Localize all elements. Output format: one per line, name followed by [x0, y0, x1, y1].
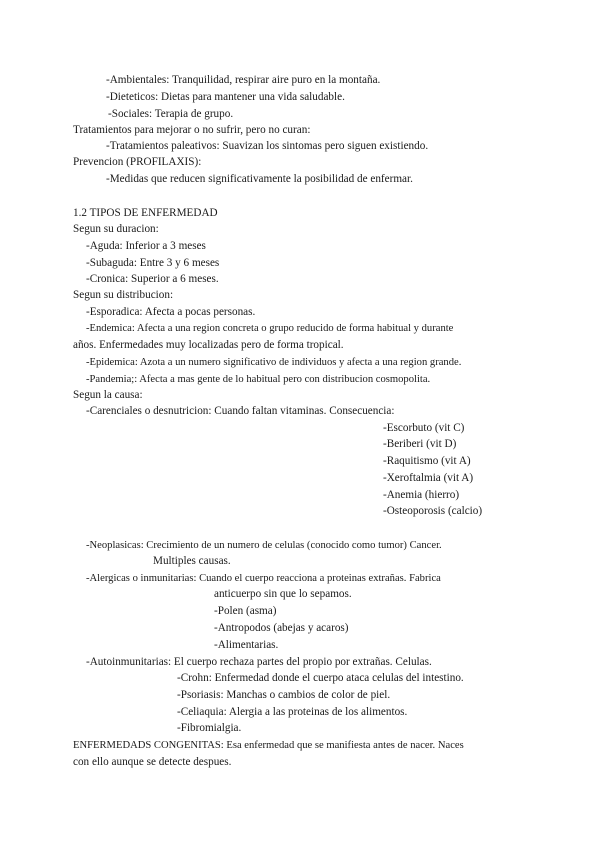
list-item: -Epidemica: Azota a un numero significativo de individuos y afecta a una region grande. [86, 357, 462, 368]
text-line: -Sociales: Terapia de grupo. [108, 108, 234, 120]
list-item: -Carenciales o desnutricion: Cuando faltan vitaminas. Consecuencia: [86, 405, 395, 417]
list-item: -Aguda: Inferior a 3 meses [86, 240, 206, 252]
list-item: -Subaguda: Entre 3 y 6 meses [86, 257, 220, 269]
subheading: Segun la causa: [73, 389, 143, 401]
list-item: -Autoinmunitarias: El cuerpo rechaza partes del propio por extrañas. Celulas. [86, 656, 432, 668]
list-item: -Crohn: Enfermedad donde el cuerpo ataca celulas del intestino. [177, 672, 464, 684]
subheading: Segun su distribucion: [73, 289, 174, 301]
list-item: -Antropodos (abejas y acaros) [214, 622, 349, 634]
text-line: años. Enfermedades muy localizadas pero de forma tropical. [73, 339, 344, 351]
list-item: -Escorbuto (vit C) [383, 422, 465, 434]
list-item: -Osteoporosis (calcio) [383, 505, 483, 517]
subheading: Segun su duracion: [73, 223, 159, 235]
list-item: -Raquitismo (vit A) [383, 455, 471, 467]
list-item: -Esporadica: Afecta a pocas personas. [86, 306, 256, 318]
text-line: -Dieteticos: Dietas para mantener una vida saludable. [106, 91, 345, 103]
text-line: Multiples causas. [153, 555, 231, 567]
text-line: con ello aunque se detecte despues. [73, 756, 232, 768]
list-item: -Alergicas o inmunitarias: Cuando el cuerpo reacciona a proteinas extrañas. Fabrica [86, 573, 441, 584]
list-item: -Alimentarias. [214, 639, 279, 651]
text-line: -Tratamientos paleativos: Suavizan los sintomas pero siguen existiendo. [106, 140, 429, 152]
list-item: -Endemica: Afecta a una region concreta o grupo reducido de forma habitual y durante [86, 323, 454, 334]
section-title: 1.2 TIPOS DE ENFERMEDAD [73, 207, 218, 219]
list-item: -Pandemia;: Afecta a mas gente de lo habitual pero con distribucion cosmopolita. [86, 374, 431, 385]
text-line: -Medidas que reducen significativamente la posibilidad de enfermar. [106, 173, 413, 185]
text-line: Tratamientos para mejorar o no sufrir, pero no curan: [73, 124, 311, 136]
list-item: -Fibromialgia. [177, 722, 242, 734]
list-item: -Anemia (hierro) [383, 489, 460, 501]
text-line: ENFERMEDADS CONGENITAS: Esa enfermedad que se manifiesta antes de nacer. Naces [73, 740, 464, 751]
list-item: -Cronica: Superior a 6 meses. [86, 273, 219, 285]
text-line: Prevencion (PROFILAXIS): [73, 156, 202, 168]
text-line: anticuerpo sin que lo sepamos. [214, 588, 352, 600]
list-item: -Celiaquia: Alergia a las proteinas de los alimentos. [177, 706, 408, 718]
list-item: -Xeroftalmia (vit A) [383, 472, 474, 484]
list-item: -Psoriasis: Manchas o cambios de color de piel. [177, 689, 391, 701]
list-item: -Beriberi (vit D) [383, 438, 457, 450]
text-line: -Ambientales: Tranquilidad, respirar aire puro en la montaña. [106, 74, 381, 86]
list-item: -Neoplasicas: Crecimiento de un numero de celulas (conocido como tumor) Cancer. [86, 540, 442, 551]
list-item: -Polen (asma) [214, 605, 277, 617]
